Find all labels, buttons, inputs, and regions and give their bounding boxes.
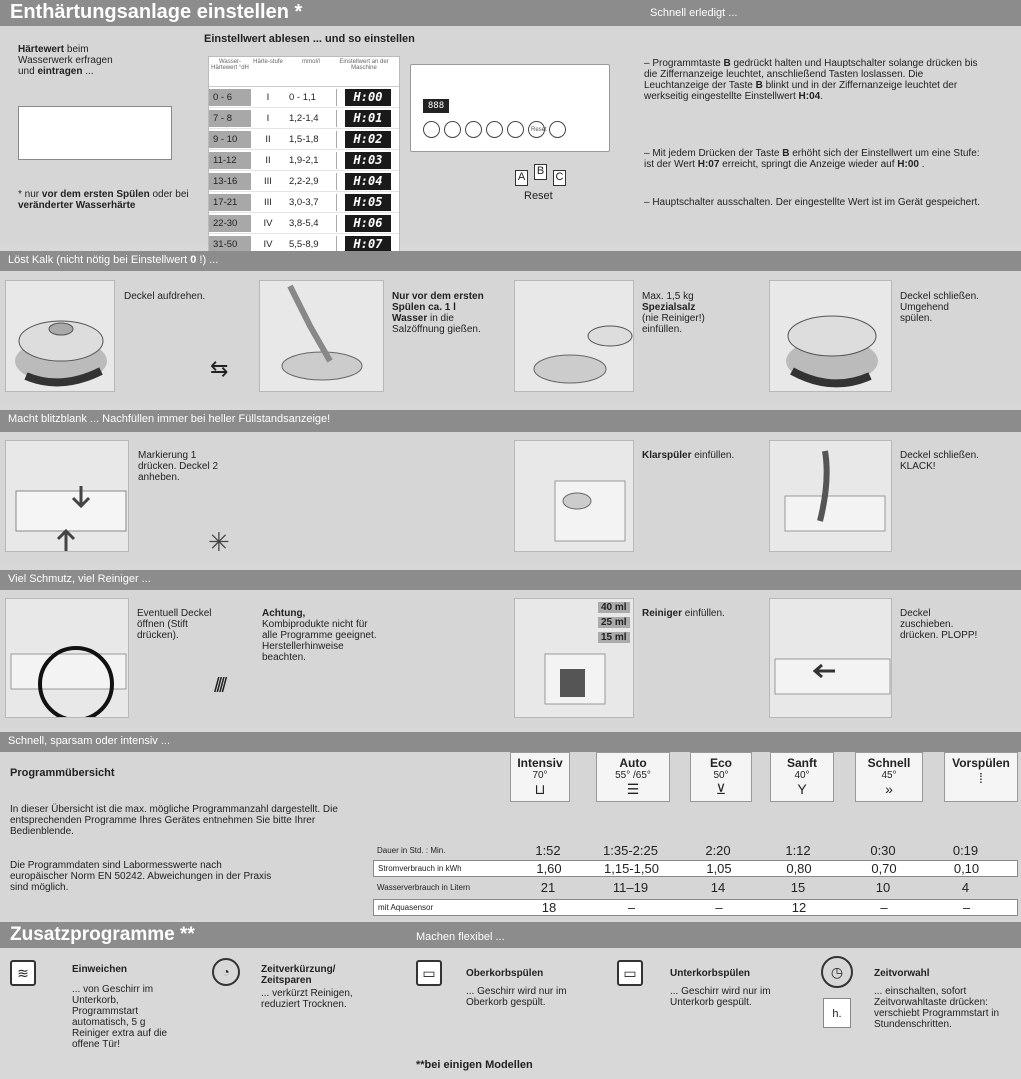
panel-reset-label: Reset <box>531 127 547 133</box>
cell: 0:19 <box>952 843 979 858</box>
program-name: Intensiv <box>517 756 563 770</box>
ml-marker: 15 ml <box>598 632 630 643</box>
rinse-fill-image <box>514 440 634 552</box>
detergent-open-image <box>5 598 129 718</box>
program-name: Auto <box>619 756 647 770</box>
salt-panel <box>0 271 1021 406</box>
table-row: 31-50 IV 5,5-8,9 H:07 <box>209 234 399 255</box>
cell: – <box>880 900 888 915</box>
cell: 0,80 <box>786 861 812 876</box>
step-rinse-1: Markierung 1 drücken. Deckel 2 anheben. <box>138 450 219 483</box>
upper-basket-icon: ▭ <box>416 960 442 986</box>
instruction-2: – Mit jedem Drücken der Taste B erhöht sich der Einstellwert um eine Stufe: ist der Wert H:07 erreicht, springt die Anzeige wieder auf H:00 . <box>644 148 980 170</box>
extra-title-soak: Einweichen <box>72 964 128 975</box>
extra-title: Zusatzprogramme ** <box>10 924 195 945</box>
cell: 10 <box>875 880 891 895</box>
enthaertung-panel <box>0 26 1021 251</box>
col-header: Einstellwert an der Maschine <box>339 59 389 71</box>
rinse-band-label: Macht blitzblank ... Nachfüllen immer bei heller Füllstandsanzeige! <box>8 413 331 425</box>
program-name: Vorspülen <box>952 756 1010 770</box>
extra-title-lower: Unterkorbspülen <box>670 968 751 979</box>
program-overview-text-2: Die Programmdaten sind Labormesswerte nach europäischer Norm EN 50242. Abweichungen in der Praxis sind möglich. <box>10 860 272 893</box>
program-temp: 50° <box>713 770 729 781</box>
extra-text-lower: ... Geschirr wird nur im Unterkorb gespült. <box>670 986 771 1008</box>
program-temp: 40° <box>794 770 810 781</box>
cell: – <box>715 900 723 915</box>
salt-fill-image <box>514 280 634 392</box>
step-detergent-2: Achtung, Kombiprodukte nicht für alle Programme geeignet. Herstellerhinweise beachten. <box>262 608 377 663</box>
extra-panel <box>0 948 1021 1079</box>
cell: 15 <box>790 880 806 895</box>
program-schnell <box>855 752 923 802</box>
detergent-band <box>0 570 1021 590</box>
panel-button[interactable] <box>528 121 545 138</box>
cell: 1,15-1,50 <box>604 861 659 876</box>
rinse-close-image <box>769 440 892 552</box>
extra-title-delay: Zeitvorwahl <box>874 968 930 979</box>
table-row-aquasensor <box>373 899 1018 916</box>
cell: 1,05 <box>706 861 732 876</box>
cell: 11–19 <box>612 880 649 895</box>
quick-icon: » <box>885 781 893 797</box>
step-salt-2: Nur vor dem ersten Spülen ca. 1 l Wasser in die Salzöffnung gießen. <box>392 291 484 335</box>
sparkle-icon: ✳ <box>208 527 230 557</box>
key-a: A <box>515 170 528 186</box>
panel-buttons <box>423 121 566 138</box>
ml-marker: 40 ml <box>598 602 630 613</box>
program-auto <box>596 752 670 802</box>
panel-button[interactable] <box>465 121 482 138</box>
salt-lid-close-image <box>769 280 892 392</box>
program-overview-title: Programmübersicht <box>10 767 115 779</box>
extra-band <box>0 922 1021 948</box>
row-label: Dauer in Std. : Min. <box>377 846 446 855</box>
instruction-3: – Hauptschalter ausschalten. Der eingestellte Wert ist im Gerät gespeichert. <box>644 197 981 208</box>
program-name: Sanft <box>787 756 817 770</box>
hardness-note: * nur vor dem ersten Spülen oder bei veränderter Wasserhärte <box>18 189 189 211</box>
step-detergent-4: Deckel zuschieben. drücken. PLOPP! <box>900 608 978 641</box>
panel-button[interactable] <box>486 121 503 138</box>
swap-icon: ⇆ <box>210 356 229 381</box>
extra-title-timesave: Zeitverkürzung/ Zeitsparen <box>261 964 336 986</box>
salt-lid-open-image <box>5 280 115 392</box>
quick-label: Schnell erledigt ... <box>650 7 738 19</box>
page-title: Enthärtungsanlage einstellen * <box>10 1 303 23</box>
extra-text-timesave: ... verkürzt Reinigen, reduziert Trocknen. <box>261 988 353 1010</box>
salt-water-image <box>259 280 384 392</box>
detergent-close-image <box>769 598 892 718</box>
rinse-panel <box>0 432 1021 566</box>
program-name: Eco <box>709 756 732 770</box>
hardness-instruction: Härtewert beim Wasserwerk erfragen und eintragen ... <box>18 44 113 77</box>
table-row: 0 - 6 I 0 - 1,1 H:00 <box>209 87 399 108</box>
program-temp: 55° /65° <box>615 770 651 781</box>
cell: 12 <box>791 900 807 915</box>
table-row-duration <box>373 842 1018 859</box>
step-rinse-3: Deckel schließen. KLACK! <box>900 450 979 472</box>
extra-text-soak: ... von Geschirr im Unterkorb, Programmstart automatisch, 5 g Reiniger extra auf die offene Tür! <box>72 984 168 1050</box>
cell: 1:12 <box>785 843 811 858</box>
cell: 0,70 <box>871 861 897 876</box>
cell: 0,10 <box>953 861 980 876</box>
table-row: 9 - 10 II 1,5-1,8 H:02 <box>209 129 399 150</box>
clock-icon: ◷ <box>821 956 853 988</box>
program-temp: 70° <box>532 770 548 781</box>
detergent-fill-image <box>514 598 634 718</box>
program-overview-text-1: In dieser Übersicht ist die max. mögliche Programmanzahl dargestellt. Die entsprechenden Programme Ihres Gerätes entnehmen Sie bitte Ihrer Bedienblende. <box>10 804 338 837</box>
salt-band-label: Löst Kalk (nicht nötig bei Einstellwert 0 !) ... <box>8 254 219 266</box>
step-detergent-1: Eventuell Deckel öffnen (Stift drücken). <box>137 608 212 641</box>
cell: 18 <box>541 900 557 915</box>
ml-marker: 25 ml <box>598 617 630 628</box>
panel-button[interactable] <box>549 121 566 138</box>
program-eco <box>690 752 752 802</box>
hardness-entry-box[interactable] <box>18 106 172 160</box>
panel-button[interactable] <box>444 121 461 138</box>
extra-text-upper: ... Geschirr wird nur im Oberkorb gespült. <box>466 986 567 1008</box>
rinse-open-image <box>5 440 129 552</box>
instruction-1: – Programmtaste B gedrückt halten und Hauptschalter solange drücken bis die Ziffernanzeige leuchtet, anschließend Tasten loslassen. Die Leuchtanzeige der Taste B blinkt und in der Ziffernanzeige leuchtet der werkseitig eingestellte Einstellwert H:04. <box>644 58 978 102</box>
cell: 21 <box>540 880 556 895</box>
soak-icon: ≋ <box>10 960 36 986</box>
rinse-band <box>0 410 1021 432</box>
table-row: 17-21 III 3,0-3,7 H:05 <box>209 192 399 213</box>
extra-text-delay: ... einschalten, sofort Zeitvorwahltaste drücken: verschiebt Programmstart in Stundenschritten. <box>874 986 1000 1030</box>
panel-button[interactable] <box>507 121 524 138</box>
detergent-panel <box>0 590 1021 728</box>
key-c: C <box>553 170 566 186</box>
cell: – <box>627 900 636 915</box>
program-band <box>0 732 1021 752</box>
col-header: Härte-stufe <box>253 59 283 65</box>
program-name: Schnell <box>867 756 911 770</box>
glass-cup-icon: ⊻ <box>715 781 727 797</box>
table-row: 22-30 IV 3,8-5,4 H:06 <box>209 213 399 234</box>
cell: 1,60 <box>536 861 562 876</box>
table-row-water <box>373 879 1018 896</box>
row-label: Wasserverbrauch in Litern <box>377 883 471 892</box>
cell: 1:52 <box>535 843 561 858</box>
reset-label: Reset <box>524 190 553 202</box>
timer-icon: ◔ <box>212 958 240 986</box>
row-label: Stromverbrauch in kWh <box>378 864 462 873</box>
header-band <box>0 0 1021 26</box>
program-sanft <box>770 752 834 802</box>
cell: – <box>962 900 971 915</box>
table-row: 11-12 II 1,9-2,1 H:03 <box>209 150 399 171</box>
key-b: B <box>534 164 547 180</box>
pot-icon: ⊔ <box>534 781 546 797</box>
step-rinse-2: Klarspüler einfüllen. <box>642 450 735 461</box>
panel-display: 888 <box>423 99 449 113</box>
step-salt-4: Deckel schließen. Umgehend spülen. <box>900 291 979 324</box>
extra-subtitle: Machen flexibel ... <box>416 931 505 943</box>
salt-band <box>0 251 1021 271</box>
spray-icon: ⁞ <box>979 770 983 786</box>
cell: 14 <box>710 880 726 895</box>
warning-lines-icon: //// <box>214 675 225 697</box>
detergent-band-label: Viel Schmutz, viel Reiniger ... <box>8 573 151 585</box>
wine-glass-icon: Y <box>797 781 807 797</box>
dishes-icon: ☰ <box>626 781 640 797</box>
program-vorspuelen <box>944 752 1018 802</box>
program-temp: 45° <box>881 770 897 781</box>
hardness-table <box>208 56 400 256</box>
hour-key: h. <box>823 998 851 1028</box>
col-header: Wasser-Härtewert °dH <box>211 59 249 71</box>
table-row-energy <box>373 860 1018 877</box>
cell: 1:35-2:25 <box>603 843 658 858</box>
cell: 2:20 <box>705 843 731 858</box>
lower-basket-icon: ▭ <box>617 960 643 986</box>
extra-title-upper: Oberkorbspülen <box>466 968 544 979</box>
panel-button[interactable] <box>423 121 440 138</box>
program-band-label: Schnell, sparsam oder intensiv ... <box>8 735 171 747</box>
step-salt-3: Max. 1,5 kg Spezialsalz (nie Reiniger!) einfüllen. <box>642 291 705 335</box>
control-panel-illustration <box>410 64 610 152</box>
col-header: mmol/l <box>302 59 320 65</box>
hardness-table-header <box>209 57 399 87</box>
table-row: 13-16 III 2,2-2,9 H:04 <box>209 171 399 192</box>
table-title: Einstellwert ablesen ... und so einstellen <box>204 33 415 45</box>
program-intensiv <box>510 752 570 802</box>
table-row: 7 - 8 I 1,2-1,4 H:01 <box>209 108 399 129</box>
row-label: mit Aquasensor <box>378 903 434 912</box>
step-salt-1: Deckel aufdrehen. <box>124 291 206 302</box>
cell: 4 <box>961 880 970 895</box>
cell: 0:30 <box>870 843 896 858</box>
step-detergent-3: Reiniger einfüllen. <box>642 608 725 619</box>
models-footnote: **bei einigen Modellen <box>416 1059 533 1071</box>
